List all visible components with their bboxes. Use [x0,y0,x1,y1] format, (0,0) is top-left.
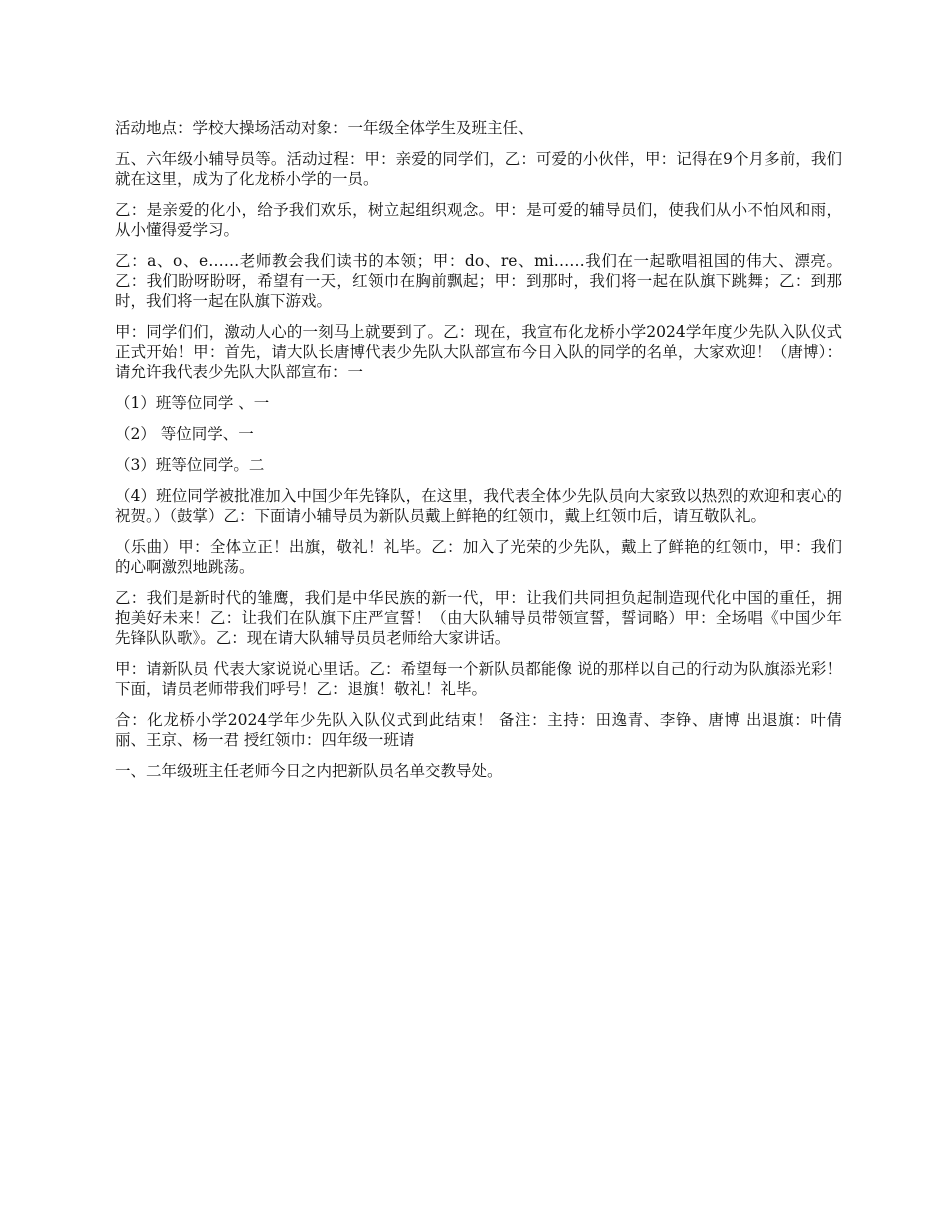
paragraph-note: 一、二年级班主任老师今日之内把新队员名单交教导处。 [115,762,503,780]
paragraph-class-3: （3）班等位同学。二 [115,456,265,474]
paragraph-flag: （乐曲）甲：全体立正！出旗，敬礼！礼毕。乙：加入了光荣的少先队，戴上了鲜艳的红领巾，甲：我们的心啊激烈地跳荡。 [115,538,842,576]
paragraph-opening: 五、六年级小辅导员等。活动过程：甲：亲爱的同学们，乙：可爱的小伙伴，甲：记得在9个月多前，我们就在这里，成为了化龙桥小学的一员。 [115,150,842,188]
paragraph-announcement: 甲：同学们们，激动人心的一刻马上就要到了。乙：现在，我宣布化龙桥小学2024学年度少先队入队仪式正式开始！甲：首先，请大队长唐博代表少先队大队部宣布今日入队的同学的名单，大家欢迎！（唐博）：请允许我代表少先队大队部宣布：一 [115,323,842,381]
paragraph-class-2: （2） 等位同学、一 [115,425,254,443]
paragraph-oath: 乙：我们是新时代的雏鹰，我们是中华民族的新一代，甲：让我们共同担负起制造现代化中国的重任，拥抱美好未来！乙：让我们在队旗下庄严宣誓！（由大队辅导员带领宣誓，誓词略）甲：全场唱《中国少年先锋队队歌》。乙：现在请大队辅导员员老师给大家讲话。 [115,589,842,647]
paragraph-class-4: （4）班位同学被批准加入中国少年先锋队，在这里，我代表全体少先队员向大家致以热烈的欢迎和衷心的祝贺。）（鼓掌）乙：下面请小辅导员为新队员戴上鲜艳的红领巾，戴上红领巾后，请互敬队礼。 [115,487,842,525]
paragraph-learning: 乙：a、o、e……老师教会我们读书的本领；甲：do、re、mi……我们在一起歌唱祖国的伟大、漂亮。乙：我们盼呀盼呀，希望有一天，红领巾在胸前飘起；甲：到那时，我们将一起在队旗下跳舞；乙：到那时，我们将一起在队旗下游戏。 [115,252,842,310]
paragraph-closing: 合：化龙桥小学2024学年少先队入队仪式到此结束！ 备注：主持：田逸青、李铮、唐博 出退旗：叶倩丽、王京、杨一君 授红领巾：四年级一班请 [115,711,842,749]
paragraph-class-1: （1）班等位同学 、一 [115,394,270,412]
paragraph-venue: 活动地点：学校大操场活动对象：一年级全体学生及班主任、 [115,119,534,137]
document-body [115,118,842,792]
paragraph-speech: 甲：请新队员 代表大家说说心里话。乙：希望每一个新队员都能像 说的那样以自己的行动为队旗添光彩！下面，请员老师带我们呼号！乙：退旗！敬礼！礼毕。 [115,660,842,698]
paragraph-school: 乙：是亲爱的化小，给予我们欢乐，树立起组织观念。甲：是可爱的辅导员们，使我们从小不怕风和雨，从小懂得爱学习。 [115,201,842,239]
